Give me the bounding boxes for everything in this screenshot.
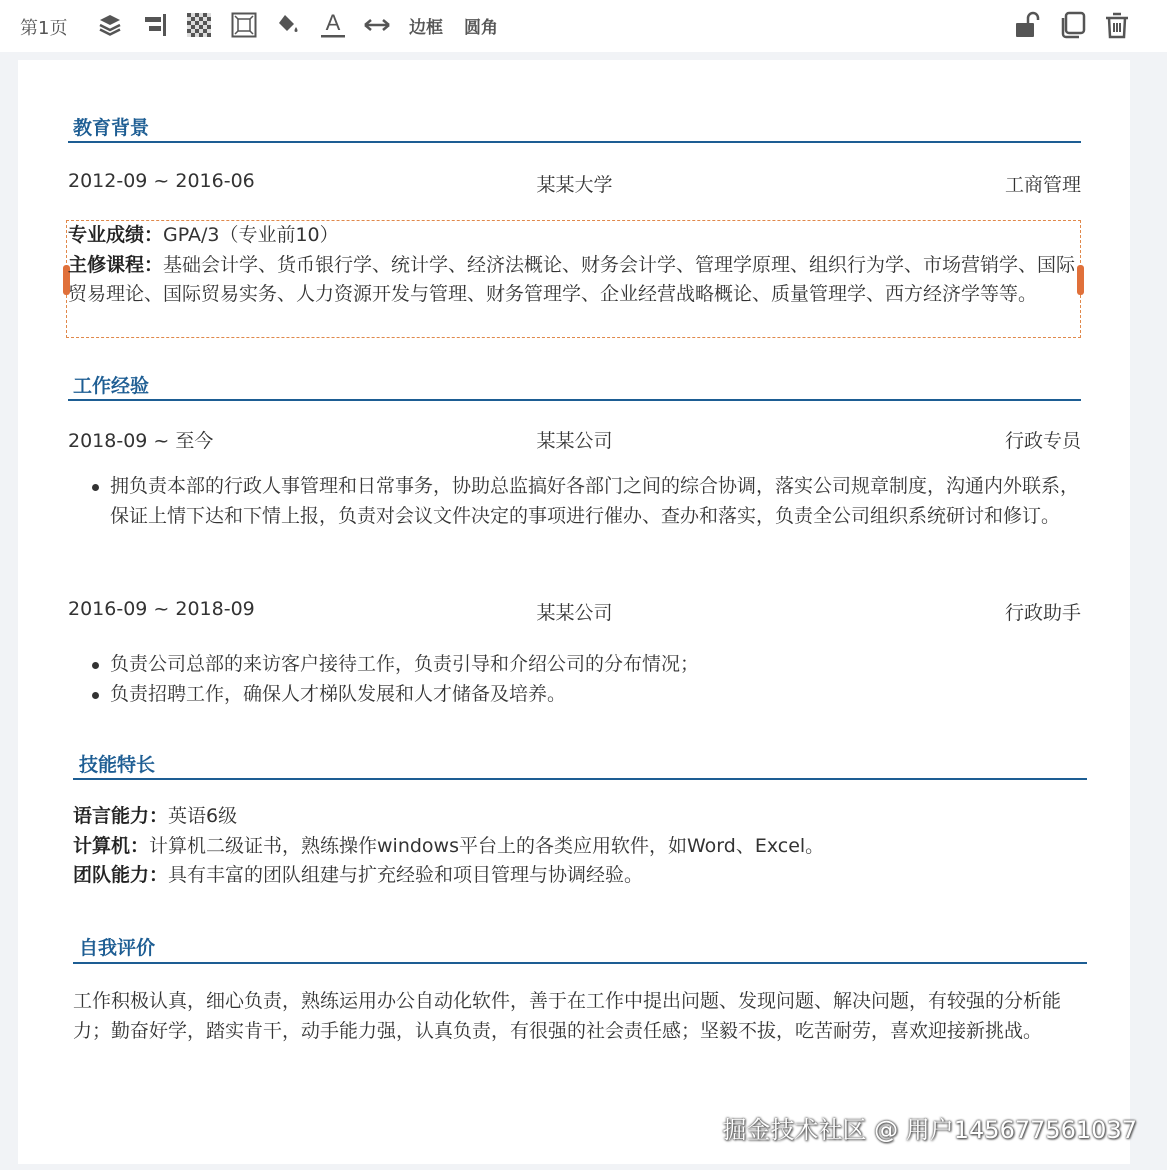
courses-line	[68, 251, 1081, 310]
education-school: 某某大学	[536, 174, 613, 196]
skills-title: 技能特长	[79, 754, 156, 776]
radius-button[interactable]: 圆角	[464, 18, 498, 38]
skill-item	[73, 861, 1086, 891]
education-details	[68, 221, 1081, 310]
gpa-value: GPA/3（专业前10）	[163, 224, 339, 246]
list-item: 负责公司总部的来访客户接待工作，负责引导和介绍公司的分布情况；	[68, 650, 1081, 680]
job-duties	[68, 650, 1081, 709]
letter-spacing-icon[interactable]	[362, 10, 392, 40]
delete-icon[interactable]	[1100, 8, 1134, 42]
job-company: 某某公司	[536, 430, 613, 452]
job-date: 2018-09 ~ 至今	[68, 430, 214, 452]
work-title: 工作经验	[73, 375, 150, 397]
skill-label: 团队能力：	[73, 864, 169, 886]
svg-text:A: A	[325, 11, 341, 35]
gpa-line	[68, 221, 1081, 251]
education-row	[68, 170, 1081, 196]
copy-icon[interactable]	[1055, 8, 1089, 42]
education-divider	[68, 141, 1081, 143]
align-right-icon[interactable]	[139, 10, 169, 40]
job-row	[68, 426, 1081, 452]
job-date: 2016-09 ~ 2018-09	[68, 598, 255, 620]
watermark: 掘金技术社区 @ 用户145677561037	[722, 1116, 1137, 1144]
education-title: 教育背景	[73, 117, 150, 139]
work-divider	[68, 399, 1081, 401]
courses-value: 基础会计学、货币银行学、统计学、经济法概论、财务会计学、管理学原理、组织行为学、市场营销学、国际贸易理论、国际贸易实务、人力资源开发与管理、财务管理学、企业经营战略概论、质量管理学、西方经济学等等。	[68, 253, 1076, 305]
skill-item	[73, 802, 1086, 832]
skill-value: 计算机二级证书，熟练操作windows平台上的各类应用软件，如Word、Excel。	[149, 834, 825, 857]
self-eval-divider	[73, 962, 1087, 964]
self-eval-text: 工作积极认真，细心负责，熟练运用办公自动化软件，善于在工作中提出问题、发现问题、解决问题，有较强的分析能力；勤奋好学，踏实肯干，动手能力强，认真负责，有很强的社会责任感；坚毅不拔，吃苦耐劳，喜欢迎接新挑战。	[73, 990, 1062, 1042]
courses-label: 主修课程：	[68, 253, 164, 276]
font-color-icon[interactable]	[318, 10, 348, 40]
skill-item	[73, 832, 1086, 862]
transparency-icon[interactable]	[184, 10, 214, 40]
skill-label: 语言能力：	[73, 805, 169, 827]
resume-page	[18, 60, 1130, 1164]
self-eval-title: 自我评价	[79, 937, 156, 959]
job-position: 行政专员	[1004, 430, 1081, 452]
list-item: 拥负责本部的行政人事管理和日常事务，协助总监搞好各部门之间的综合协调，落实公司规章制度，沟通内外联系，保证上情下达和下情上报，负责对会议文件决定的事项进行催办、查办和落实，负责全公司组织系统研讨和修订。	[68, 472, 1081, 531]
editor-toolbar	[0, 0, 1167, 52]
job-company: 某某公司	[536, 602, 613, 624]
unlock-icon[interactable]	[1010, 8, 1044, 42]
job-row	[68, 598, 1081, 624]
gpa-label: 专业成绩：	[68, 224, 164, 246]
skills-divider	[73, 778, 1087, 780]
education-major: 工商管理	[1004, 174, 1081, 196]
padding-icon[interactable]	[229, 10, 259, 40]
skill-value: 英语6级	[168, 805, 238, 827]
skill-value: 具有丰富的团队组建与扩充经验和项目管理与协调经验。	[168, 864, 644, 886]
layers-icon[interactable]	[95, 10, 125, 40]
list-item: 负责招聘工作，确保人才梯队发展和人才储备及培养。	[68, 680, 1081, 710]
border-button[interactable]: 边框	[409, 18, 443, 38]
education-date: 2012-09 ~ 2016-06	[68, 170, 255, 192]
job-duties	[68, 472, 1081, 531]
skills-list	[73, 802, 1086, 891]
page-label: 第1页	[20, 18, 68, 39]
fill-color-icon[interactable]	[273, 10, 303, 40]
skill-label: 计算机：	[73, 834, 150, 857]
job-position: 行政助手	[1004, 602, 1081, 624]
